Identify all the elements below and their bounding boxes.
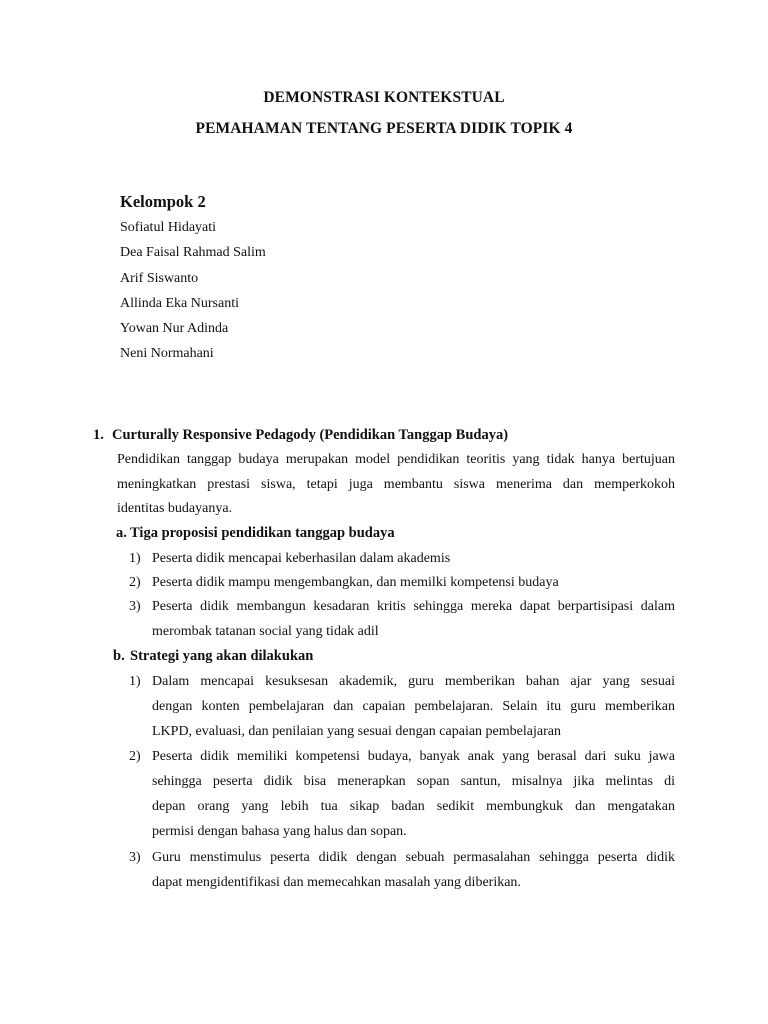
- list-item-line: merombak tatanan social yang tidak adil: [152, 624, 379, 639]
- list-item-line: permisi dengan bahasa yang halus dan sopan.: [152, 824, 407, 839]
- list-item-line: LKPD, evaluasi, dan penilaian yang sesuai dengan capaian pembelajaran: [152, 724, 561, 739]
- list-item-line: Guru menstimulus peserta didik dengan sebuah permasalahan sehingga peserta didik: [152, 850, 675, 865]
- list-item-line: sehingga peserta didik bisa menerapkan sopan santun, misalnya jika melintas di: [152, 774, 675, 789]
- list-item-line: Peserta didik memiliki kompetensi budaya, banyak anak yang berasal dari suku jawa: [152, 749, 675, 764]
- section-number: 1.: [93, 427, 104, 443]
- document-title-line2: PEMAHAMAN TENTANG PESERTA DIDIK TOPIK 4: [195, 120, 573, 137]
- member-name: Allinda Eka Nursanti: [120, 296, 239, 311]
- paragraph-line: Pendidikan tanggap budaya merupakan model pendidikan teoritis yang tidak hanya bertujuan: [117, 452, 675, 467]
- member-name: Neni Normahani: [120, 346, 214, 361]
- subsection-title: Strategi yang akan dilakukan: [130, 648, 314, 664]
- member-name: Arif Siswanto: [120, 271, 199, 286]
- subsection-title: Tiga proposisi pendidikan tanggap budaya: [130, 525, 395, 541]
- document-title-line1: DEMONSTRASI KONTEKSTUAL: [263, 89, 505, 106]
- list-item-line: depan orang yang lebih tua sikap badan sedikit membungkuk dan mengatakan: [152, 799, 675, 814]
- list-item-number: 1): [129, 674, 141, 689]
- section-title: Curturally Responsive Pedagody (Pendidikan Tanggap Budaya): [112, 427, 509, 443]
- list-item-line: Peserta didik mencapai keberhasilan dalam akademis: [152, 551, 451, 566]
- list-item-line: Dalam mencapai kesuksesan akademik, guru memberikan bahan ajar yang sesuai: [152, 674, 675, 689]
- list-item-number: 3): [129, 599, 141, 614]
- list-item-number: 2): [129, 749, 141, 764]
- subsection-label: b.: [113, 648, 125, 664]
- list-item-number: 1): [129, 551, 141, 566]
- group-heading: Kelompok 2: [120, 192, 206, 211]
- list-item-number: 2): [129, 575, 141, 590]
- subsection-label: a.: [116, 525, 127, 541]
- list-item-line: Peserta didik mampu mengembangkan, dan memilki kompetensi budaya: [152, 575, 559, 590]
- list-item-line: dapat mengidentifikasi dan memecahkan masalah yang diberikan.: [152, 875, 521, 890]
- member-name: Sofiatul Hidayati: [120, 220, 217, 235]
- member-name: Yowan Nur Adinda: [120, 321, 229, 336]
- member-name: Dea Faisal Rahmad Salim: [120, 245, 266, 260]
- list-item-line: Peserta didik membangun kesadaran kritis sehingga mereka dapat berpartisipasi dalam: [152, 599, 675, 614]
- paragraph-line: meningkatkan prestasi siswa, tetapi juga membantu siswa menerima dan memperkokoh: [117, 477, 675, 492]
- paragraph-line: identitas budayanya.: [117, 501, 233, 516]
- list-item-line: dengan konten pembelajaran dan capaian pembelajaran. Selain itu guru memberikan: [152, 699, 675, 714]
- list-item-number: 3): [129, 850, 141, 865]
